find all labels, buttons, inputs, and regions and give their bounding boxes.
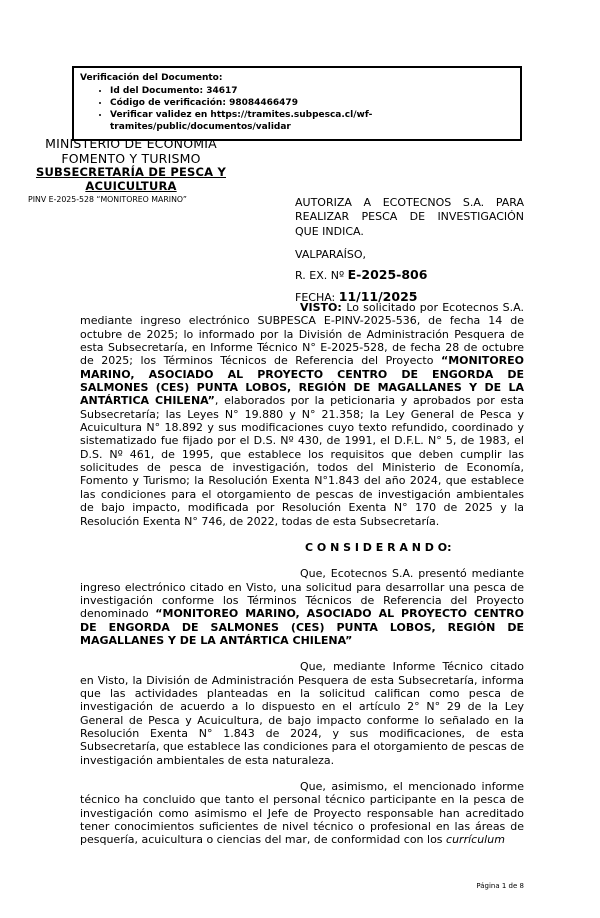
verification-list bbox=[80, 85, 514, 133]
resolution-city: VALPARAÍSO, bbox=[295, 247, 367, 261]
subsecretaria-line-1: SUBSECRETARÍA DE PESCA Y bbox=[35, 165, 226, 179]
resolution-date-label: FECHA: bbox=[295, 291, 339, 305]
verification-item-code: • Código de verificación: 98084466479 bbox=[110, 97, 514, 109]
verification-box bbox=[72, 66, 522, 141]
subsecretaria-line-2: ACUICULTURA bbox=[85, 178, 177, 193]
visto-paragraph: VISTO: Lo solicitado por Ecotecnos S.A. mediante ingreso electrónico SUBPESCA E-PINV-2025-536, de fecha 14 de octubre de 2025; lo informado por la División de Administración Pesquera de esta Subsecretaría, en Informe Técnico N° E-2025-528, de fecha 28 de octubre de 2025; los Términos Técnicos de Referencia del Proyecto “MONITOREO MARINO, ASOCIADO AL PROYECTO CENTRO DE ENGORDA DE SALMONES (CES) PUNTA LOBOS, REGIÓN DE MAGALLANES Y DE LA ANTÁRTICA CHILENA”, elaborados por la peticionaria y aprobados por esta Subsecretaría; las Leyes N° 19.880 y N° 21.358; la Ley General de Pesca y Acuicultura N° 18.892 y sus modificaciones cuyo texto refundido, coordinado y sistematizado fue fijado por el D.S. Nº 430, de 1991, el D.F.L. N° 5, de 1983, el D.S. Nº 461, de 1995, que establece los requisitos que deben cumplir las solicitudes de pesca de investigación, todos del Ministerio de Economía, Fomento y Turismo; la Resolución Exenta N°1.843 del año 2024, que establece las condiciones para el otorgamiento de pescas de investigación ambientales de bajo impacto, modificada por Resolución Exenta N° 170 de 2025 y la Resolución Exenta N° 746, de 2022, todas de esta Subsecretaría. bbox=[80, 301, 524, 528]
considerando-heading: C O N S I D E R A N D O: bbox=[305, 540, 452, 554]
resolution-date-value: 11/11/2025 bbox=[338, 289, 418, 305]
resolution-title-block bbox=[295, 196, 524, 306]
considerando-paragraph-1: Que, Ecotecnos S.A. presentó mediante ingreso electrónico citado en Visto, una solicitud para desarrollar una pesca de investigación conforme los Términos Técnicos de Referencia del Proyecto denominado “MONITOREO MARINO, ASOCIADO AL PROYECTO CENTRO DE ENGORDA DE SALMONES (CES) PUNTA LOBOS, REGIÓN DE MAGALLANES Y DE LA ANTÁRTICA CHILENA” bbox=[80, 567, 524, 647]
letterhead bbox=[28, 136, 234, 205]
verification-item-url: • Verificar validez en https://tramites.subpesca.cl/wf-tramites/public/documentos/validar bbox=[110, 109, 514, 133]
ministry-line-1: MINISTERIO DE ECONOMIA bbox=[45, 136, 217, 151]
ministry-line-2: FOMENTO Y TURISMO bbox=[61, 151, 201, 166]
resolution-number-value: E-2025-806 bbox=[347, 267, 428, 283]
document-body bbox=[80, 301, 524, 860]
page-number: Página 1 de 8 bbox=[476, 882, 524, 890]
verification-title: Verificación del Documento: bbox=[80, 73, 223, 83]
considerando-paragraph-2: Que, mediante Informe Técnico citado en Visto, la División de Administración Pesquera de esta Subsecretaría, informa que las actividades planteadas en la solicitud califican como pesca de investigación de acuerdo a lo dispuesto en el artículo 2° N° 29 de la Ley General de Pesca y Acuicultura, de bajo impacto conforme lo señalado en la Resolución Exenta N° 1.843 de 2024, y sus modificaciones, de esta Subsecretaría, que establece las condiciones para el otorgamiento de pescas de investigación ambientales de esta naturaleza. bbox=[80, 660, 524, 767]
project-reference: PINV E-2025-528 “MONITOREO MARINO” bbox=[28, 195, 187, 204]
resolution-subject: AUTORIZA A ECOTECNOS S.A. PARA REALIZAR PESCA DE INVESTIGACIÓN QUE INDICA. bbox=[295, 196, 524, 238]
resolution-number-line bbox=[295, 268, 524, 283]
verification-item-document-id: • Id del Documento: 34617 bbox=[110, 85, 514, 97]
resolution-number-label: R. EX. Nº bbox=[295, 269, 348, 283]
considerando-paragraph-3: Que, asimismo, el mencionado informe técnico ha concluido que tanto el personal técnico participante en la pesca de investigación como asimismo el Jefe de Proyecto responsable han acreditado tener conocimientos suficientes de nivel técnico o profesional en las áreas de pesquería, acuicultura o ciencias del mar, de conformidad con los currículum bbox=[80, 780, 524, 847]
